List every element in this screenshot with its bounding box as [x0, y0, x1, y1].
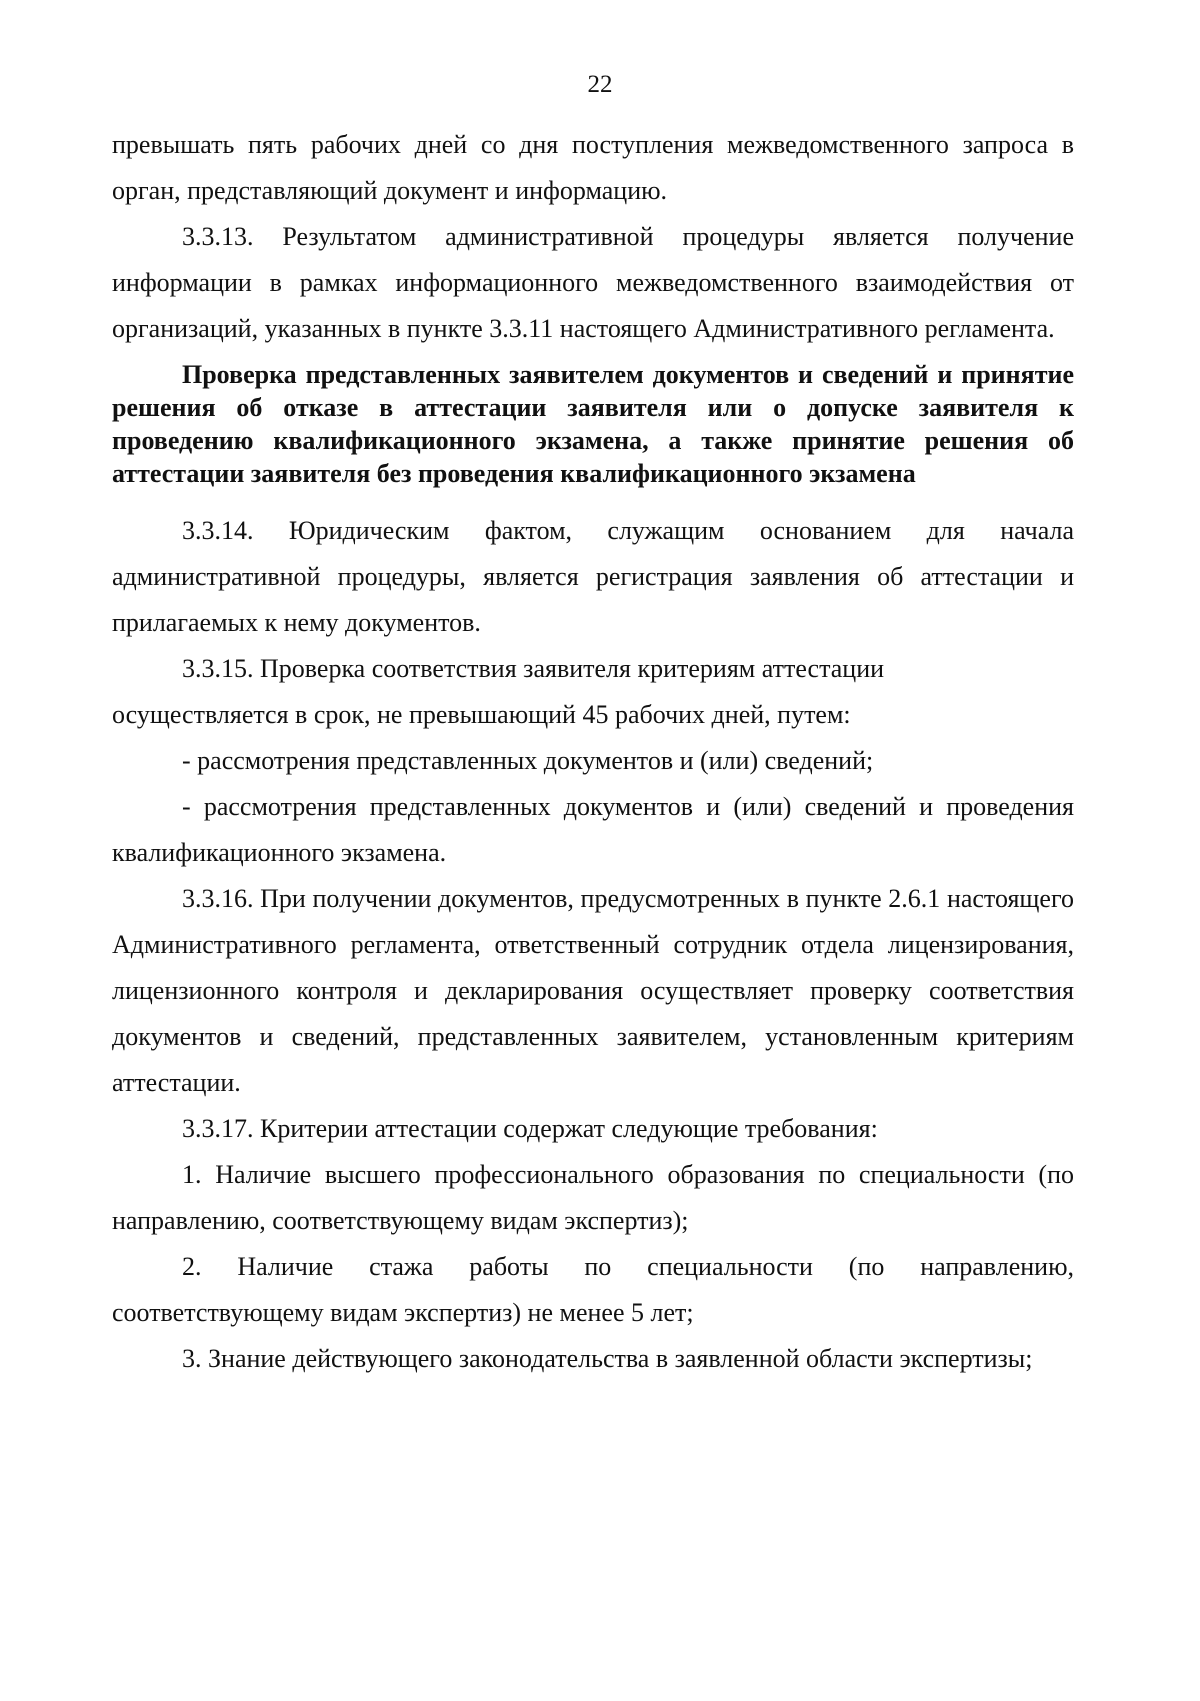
page-number: 22: [587, 71, 613, 98]
list-item-review-and-exam: - рассмотрения представленных документов и (или) сведений и проведения квалификационного экзамена.: [112, 792, 1074, 867]
document-body: [112, 122, 1074, 1382]
paragraph-3-3-17: 3.3.17. Критерии аттестации содержат следующие требования:: [182, 1114, 878, 1143]
list-item-review-documents: - рассмотрения представленных документов и (или) сведений;: [182, 746, 874, 775]
paragraph-3-3-15-line1: 3.3.15. Проверка соответствия заявителя критериям аттестации: [182, 654, 885, 683]
criterion-2: 2. Наличие стажа работы по специальности (по направлению, соответствующему видам экспертиз) не менее 5 лет;: [112, 1252, 1074, 1327]
paragraph-3-3-13: 3.3.13. Результатом административной процедуры является получение информации в рамках информационного межведомственного взаимодействия от организаций, указанных в пункте 3.3.11 настоящего Административного регламента.: [112, 222, 1074, 343]
criterion-3: 3. Знание действующего законодательства в заявленной области экспертизы;: [182, 1344, 1033, 1373]
paragraph-3-3-14: 3.3.14. Юридическим фактом, служащим основанием для начала административной процедуры, является регистрация заявления об аттестации и прилагаемых к нему документов.: [112, 516, 1074, 637]
paragraph-continuation: превышать пять рабочих дней со дня поступления межведомственного запроса в орган, представляющий документ и информацию.: [112, 130, 1074, 205]
paragraph-3-3-16: 3.3.16. При получении документов, предусмотренных в пункте 2.6.1 настоящего Административного регламента, ответственный сотрудник отдела лицензирования, лицензионного контроля и декларирования осуществляет проверку соответствия документов и сведений, представленных заявителем, установленным критериям аттестации.: [112, 884, 1074, 1097]
criterion-1: 1. Наличие высшего профессионального образования по специальности (по направлению, соответствующему видам экспертиз);: [112, 1160, 1074, 1235]
section-heading: Проверка представленных заявителем документов и сведений и принятие решения об отказе в аттестации заявителя или о допуске заявителя к проведению квалификационного экзамена, а также принятие решения об аттестации заявителя без проведения квалификационного экзамена: [112, 360, 1074, 488]
paragraph-3-3-15-line2: осуществляется в срок, не превышающий 45 рабочих дней, путем:: [112, 700, 851, 729]
